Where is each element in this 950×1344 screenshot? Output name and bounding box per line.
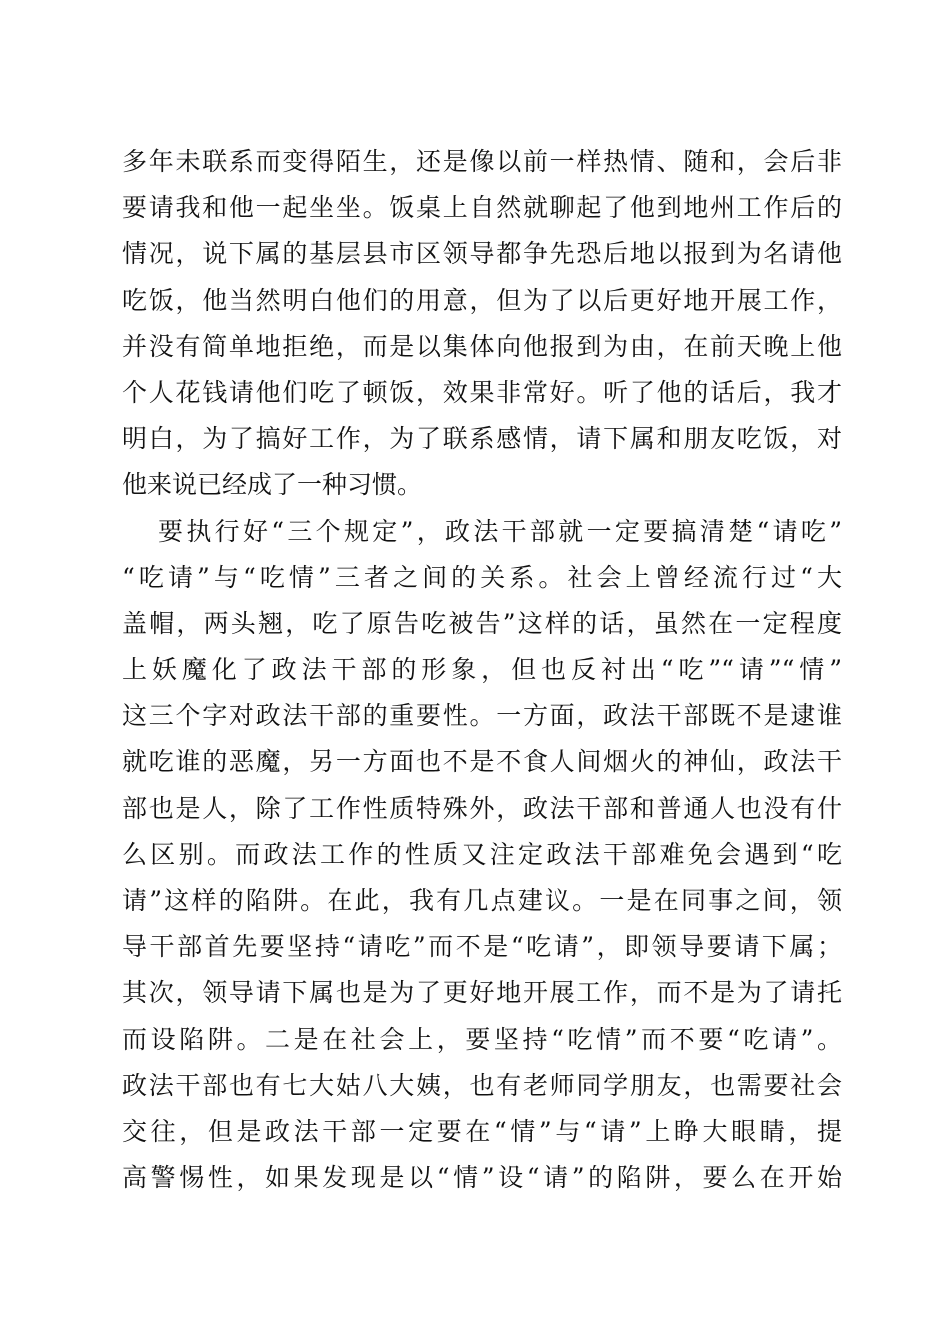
text-line: 导干部首先要坚持“请吃”而不是“吃请”，即领导要请下属；	[122, 932, 842, 962]
text-line: 多年未联系而变得陌生，还是像以前一样热情、随和，会后非	[122, 147, 842, 176]
text-line: 交往，但是政法干部一定要在“情”与“请”上睁大眼睛，提	[122, 1116, 842, 1146]
text-line: 这三个字对政法干部的重要性。一方面，政法干部既不是逮谁	[122, 701, 842, 731]
text-line: 吃饭，他当然明白他们的用意，但为了以后更好地开展工作，	[122, 285, 842, 315]
text-line: 情况，说下属的基层县市区领导都争先恐后地以报到为名请他	[122, 239, 842, 269]
text-line: 其次，领导请下属也是为了更好地开展工作，而不是为了请托	[122, 978, 842, 1008]
text-line: 要请我和他一起坐坐。饭桌上自然就聊起了他到地州工作后的	[122, 193, 842, 223]
text-line: “吃请”与“吃情”三者之间的关系。社会上曾经流行过“大	[122, 562, 842, 592]
text-line: 政法干部也有七大姑八大姨，也有老师同学朋友，也需要社会	[122, 1070, 842, 1100]
text-line: 明白，为了搞好工作，为了联系感情，请下属和朋友吃饭，对	[122, 424, 842, 454]
text-line: 并没有简单地拒绝，而是以集体向他报到为由，在前天晚上他	[122, 331, 842, 361]
text-line: 上妖魔化了政法干部的形象，但也反衬出“吃”“请”“情”	[122, 655, 842, 685]
text-line: 而设陷阱。二是在社会上，要坚持“吃情”而不要“吃请”。	[122, 1024, 842, 1054]
text-line: 部也是人，除了工作性质特殊外，政法干部和普通人也没有什	[122, 793, 842, 823]
paragraph-start-line: 要执行好“三个规定”，政法干部就一定要搞清楚“请吃”	[158, 516, 842, 546]
text-line: 盖帽，两头翘，吃了原告吃被告”这样的话，虽然在一定程度	[122, 608, 842, 638]
text-line: 他来说已经成了一种习惯。	[122, 470, 423, 500]
body-text	[122, 139, 842, 1201]
text-line: 高警惕性，如果发现是以“情”设“请”的陷阱，要么在开始	[122, 1163, 842, 1193]
text-line: 么区别。而政法工作的性质又注定政法干部难免会遇到“吃	[122, 839, 842, 869]
text-line: 个人花钱请他们吃了顿饭，效果非常好。听了他的话后，我才	[122, 377, 842, 407]
text-line: 就吃谁的恶魔，另一方面也不是不食人间烟火的神仙，政法干	[122, 747, 842, 777]
text-line: 请”这样的陷阱。在此，我有几点建议。一是在同事之间，领	[122, 886, 842, 915]
